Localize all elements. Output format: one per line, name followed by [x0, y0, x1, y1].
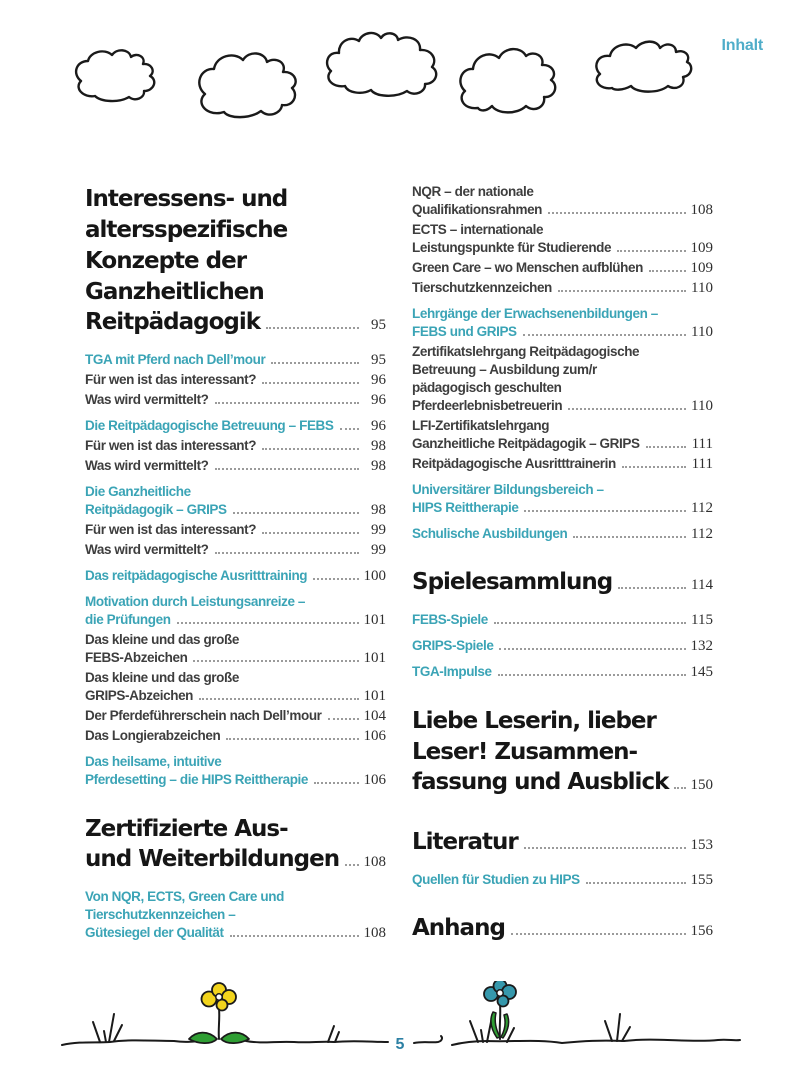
- toc-entry-title: die Prüfungen: [85, 612, 171, 627]
- toc-entry-title: Die Reitpädagogische Betreuung – FEBS: [85, 418, 334, 433]
- toc-entry: [85, 521, 386, 539]
- toc-entry-title: Ganzheitlichen: [85, 279, 264, 305]
- toc-entry-title: Leistungspunkte für Studierende: [412, 240, 612, 255]
- toc-entry-page-number: 101: [363, 688, 386, 704]
- toc-entry: [412, 259, 713, 277]
- toc-entry-page-number: 95: [371, 352, 386, 368]
- toc-entry-page-number: 150: [690, 777, 713, 793]
- toc-entry-title: Was wird vermittelt?: [85, 458, 209, 473]
- toc-column-left: [85, 183, 386, 951]
- toc-entry-page-number: 96: [371, 372, 386, 388]
- toc-entry-title: FEBS-Spiele: [412, 612, 488, 627]
- toc-entry: [85, 888, 386, 942]
- dotted-leader: [622, 461, 686, 468]
- toc-entry-page-number: 112: [691, 500, 713, 516]
- grass-tuft-icon: [335, 1032, 339, 1042]
- toc-entry-page-number: 111: [691, 436, 713, 452]
- grass-tuft-icon: [617, 1014, 620, 1041]
- ground-line: [246, 1041, 388, 1042]
- dotted-leader: [494, 617, 686, 624]
- dotted-leader: [233, 507, 359, 514]
- cloud-icon: [327, 33, 436, 96]
- toc-entry: [412, 455, 713, 473]
- toc-entry: [85, 417, 386, 435]
- toc-entry-page-number: 108: [690, 202, 713, 218]
- toc-entry-page-number: 98: [371, 438, 386, 454]
- toc-entry-page-number: 104: [363, 708, 386, 724]
- toc-entry: [85, 593, 386, 629]
- toc-entry-title: Das kleine und das große: [85, 670, 239, 685]
- toc-entry: [412, 279, 713, 297]
- dotted-leader: [524, 505, 686, 512]
- toc-entry-title: Motivation durch Leistungsanreize –: [85, 594, 306, 609]
- dotted-leader: [618, 582, 686, 589]
- grass-tuft-icon: [622, 1027, 630, 1041]
- page-header-label: Inhalt: [721, 37, 763, 54]
- toc-entry-page-number: 100: [363, 568, 386, 584]
- toc-entry-title: GRIPS-Spiele: [412, 638, 494, 653]
- toc-entry-title: Konzepte der: [85, 248, 247, 274]
- toc-entry: [85, 669, 386, 705]
- toc-entry-title: fassung und Ausblick: [412, 769, 669, 795]
- toc-entry: [412, 343, 713, 415]
- toc-entry-page-number: 111: [691, 456, 713, 472]
- toc-entry-title: Reitpädagogik – GRIPS: [85, 502, 227, 517]
- toc-entry-page-number: 98: [371, 458, 386, 474]
- toc-entry-page-number: 110: [691, 280, 713, 296]
- toc-entry-title: Das reitpädagogische Ausritttraining: [85, 568, 308, 583]
- toc-entry-page-number: 108: [363, 925, 386, 941]
- toc-entry-title: Das kleine und das große: [85, 632, 239, 647]
- dotted-leader: [345, 859, 358, 866]
- toc-entry-title: Spielesammlung: [412, 569, 613, 595]
- toc-entry-title: Literatur: [412, 829, 518, 855]
- toc-entry-page-number: 95: [371, 317, 386, 333]
- toc-entry-title: Von NQR, ECTS, Green Care und: [85, 889, 284, 904]
- dotted-leader: [226, 733, 358, 740]
- clouds-decoration: [0, 8, 796, 138]
- toc-entry-title: HIPS Reittherapie: [412, 500, 519, 515]
- toc-entry: [85, 707, 386, 725]
- toc-entry-title: Das Longierabzeichen: [85, 728, 221, 743]
- toc-entry-title: und Weiterbildungen: [85, 846, 340, 872]
- toc-entry: [412, 871, 713, 889]
- toc-entry-title: Reitpädagogische Ausritttrainerin: [412, 456, 616, 471]
- toc-entry-page-number: 110: [691, 324, 713, 340]
- dotted-leader: [340, 423, 360, 430]
- toc-entry: [412, 611, 713, 629]
- dotted-leader: [314, 777, 358, 784]
- dotted-leader: [193, 655, 358, 662]
- toc-entry-title: Was wird vermittelt?: [85, 392, 209, 407]
- toc-entry-title: FEBS und GRIPS: [412, 324, 517, 339]
- toc-entry-title: Lehrgänge der Erwachsenenbildungen –: [412, 306, 658, 321]
- toc-entry-title: Für wen ist das interessant?: [85, 372, 257, 387]
- dotted-leader: [646, 441, 686, 448]
- toc-entry: [412, 417, 713, 453]
- toc-entry-page-number: 109: [690, 260, 713, 276]
- grass-tuft-icon: [605, 1021, 612, 1041]
- toc-entry-title: Gütesiegel der Qualität: [85, 925, 224, 940]
- toc-entry-title: Der Pferdeführerschein nach Dell’mour: [85, 708, 322, 723]
- grass-tuft-icon: [104, 1031, 106, 1042]
- toc-entry-title: LFI-Zertifikatslehrgang: [412, 418, 550, 433]
- dotted-leader: [199, 693, 358, 700]
- toc-entry-title: Pferdeerlebnisbetreuerin: [412, 398, 563, 413]
- toc-entry-title: Zertifizierte Aus-: [85, 816, 288, 842]
- toc-entry-title: Schulische Ausbildungen: [412, 526, 568, 541]
- grass-tuft-icon: [507, 1028, 514, 1042]
- toc-entry-title: NQR – der nationale: [412, 184, 534, 199]
- toc-entry-page-number: 153: [690, 837, 713, 853]
- toc-entry-title: Leser! Zusammen-: [412, 739, 638, 765]
- toc-columns: [85, 183, 713, 951]
- toc-entry-title: Interessens- und: [85, 186, 288, 212]
- dotted-leader: [215, 547, 359, 554]
- toc-entry: [85, 727, 386, 745]
- page-number: 5: [395, 1036, 405, 1053]
- toc-entry-title: Pferdesetting – die HIPS Reittherapie: [85, 772, 309, 787]
- dotted-leader: [649, 265, 686, 272]
- toc-entry-title: Qualifikationsrahmen: [412, 202, 543, 217]
- toc-entry-page-number: 115: [691, 612, 713, 628]
- grass-tuft-icon: [470, 1021, 478, 1042]
- toc-entry: [85, 631, 386, 667]
- toc-entry-page-number: 112: [691, 526, 713, 542]
- toc-entry-title: Die Ganzheitliche: [85, 484, 191, 499]
- toc-entry: [85, 437, 386, 455]
- toc-entry-title: Reitpädagogik: [85, 309, 261, 335]
- toc-entry-title: Ganzheitliche Reitpädagogik – GRIPS: [412, 436, 640, 451]
- dotted-leader: [586, 877, 686, 884]
- toc-entry-title: Universitärer Bildungsbereich –: [412, 482, 604, 497]
- dotted-leader: [262, 377, 359, 384]
- grass-decoration: [0, 981, 796, 1076]
- cloud-icon: [199, 53, 295, 117]
- dotted-leader: [313, 573, 358, 580]
- toc-entry-page-number: 96: [371, 392, 386, 408]
- dotted-leader: [617, 245, 685, 252]
- cloud-icon: [460, 49, 555, 112]
- ground-line: [62, 1040, 206, 1045]
- dotted-leader: [262, 443, 359, 450]
- toc-entry: [412, 221, 713, 257]
- toc-entry: [85, 391, 386, 409]
- grass-tuft-icon: [114, 1025, 122, 1041]
- toc-section-heading: [85, 183, 386, 340]
- toc-section-heading: [412, 705, 713, 800]
- dotted-leader: [558, 285, 686, 292]
- ground-line: [452, 1040, 740, 1045]
- toc-entry-page-number: 156: [690, 923, 713, 939]
- grass-tuft-icon: [328, 1026, 334, 1042]
- toc-entry: [412, 637, 713, 655]
- toc-entry: [85, 371, 386, 389]
- toc-entry-page-number: 99: [371, 522, 386, 538]
- toc-entry-page-number: 101: [363, 650, 386, 666]
- toc-entry: [85, 753, 386, 789]
- toc-entry: [412, 481, 713, 517]
- toc-entry-page-number: 114: [691, 577, 713, 593]
- ground-line: [414, 1036, 442, 1043]
- dotted-leader: [266, 322, 359, 329]
- toc-entry: [85, 567, 386, 585]
- dotted-leader: [573, 531, 686, 538]
- toc-entry-page-number: 96: [371, 418, 386, 434]
- toc-section-heading: [85, 813, 386, 877]
- toc-entry-title: Für wen ist das interessant?: [85, 522, 257, 537]
- dotted-leader: [215, 397, 359, 404]
- dotted-leader: [230, 930, 359, 937]
- dotted-leader: [548, 207, 685, 214]
- toc-entry: [85, 541, 386, 559]
- dotted-leader: [328, 713, 359, 720]
- dotted-leader: [524, 842, 686, 849]
- toc-entry-title: Das heilsame, intuitive: [85, 754, 222, 769]
- toc-entry: [412, 663, 713, 681]
- toc-entry: [85, 351, 386, 369]
- toc-entry-title: Green Care – wo Menschen aufblühen: [412, 260, 643, 275]
- toc-entry-page-number: 99: [371, 542, 386, 558]
- toc-entry-page-number: 132: [690, 638, 713, 654]
- dotted-leader: [511, 928, 686, 935]
- toc-section-heading: [412, 567, 713, 600]
- cloud-icon: [596, 42, 691, 92]
- grass-tuft-icon: [93, 1022, 100, 1042]
- toc-entry-page-number: 108: [363, 854, 386, 870]
- toc-entry-page-number: 101: [363, 612, 386, 628]
- grass-tuft-icon: [109, 1014, 114, 1042]
- toc-entry-title: TGA mit Pferd nach Dell’mour: [85, 352, 266, 367]
- dotted-leader: [499, 643, 685, 650]
- toc-entry-title: Betreuung – Ausbildung zum/r: [412, 362, 597, 377]
- dotted-leader: [262, 527, 359, 534]
- dotted-leader: [568, 403, 686, 410]
- toc-entry: [412, 183, 713, 219]
- toc-entry-title: ECTS – internationale: [412, 222, 544, 237]
- toc-entry-title: Tierschutzkennzeichen –: [85, 907, 236, 922]
- toc-section-heading: [412, 913, 713, 946]
- dotted-leader: [674, 782, 685, 789]
- toc-entry: [85, 483, 386, 519]
- toc-entry-title: pädagogisch geschulten: [412, 380, 562, 395]
- dotted-leader: [498, 669, 686, 676]
- toc-entry: [85, 457, 386, 475]
- cloud-icon: [76, 50, 154, 101]
- toc-entry-page-number: 106: [363, 772, 386, 788]
- toc-entry-title: Quellen für Studien zu HIPS: [412, 872, 580, 887]
- toc-entry-page-number: 110: [691, 398, 713, 414]
- toc-entry: [412, 305, 713, 341]
- dotted-leader: [215, 463, 359, 470]
- toc-entry-page-number: 98: [371, 502, 386, 518]
- toc-entry-page-number: 109: [690, 240, 713, 256]
- toc-entry-page-number: 106: [363, 728, 386, 744]
- dotted-leader: [177, 617, 359, 624]
- toc-entry: [412, 525, 713, 543]
- toc-entry-title: FEBS-Abzeichen: [85, 650, 188, 665]
- toc-entry-title: Tierschutzkennzeichen: [412, 280, 552, 295]
- toc-entry-title: altersspezifische: [85, 217, 288, 243]
- toc-entry-page-number: 145: [690, 664, 713, 680]
- dotted-leader: [523, 329, 686, 336]
- flower-icon-yellow: [189, 983, 249, 1043]
- toc-entry-title: Liebe Leserin, lieber: [412, 708, 656, 734]
- toc-entry-title: Zertifikatslehrgang Reitpädagogische: [412, 344, 640, 359]
- toc-entry-title: Anhang: [412, 915, 505, 941]
- toc-entry-page-number: 155: [690, 872, 713, 888]
- dotted-leader: [271, 357, 359, 364]
- toc-section-heading: [412, 827, 713, 860]
- toc-entry-title: TGA-Impulse: [412, 664, 492, 679]
- toc-entry-title: Was wird vermittelt?: [85, 542, 209, 557]
- toc-column-right: [412, 183, 713, 951]
- toc-entry-title: Für wen ist das interessant?: [85, 438, 257, 453]
- toc-entry-title: GRIPS-Abzeichen: [85, 688, 194, 703]
